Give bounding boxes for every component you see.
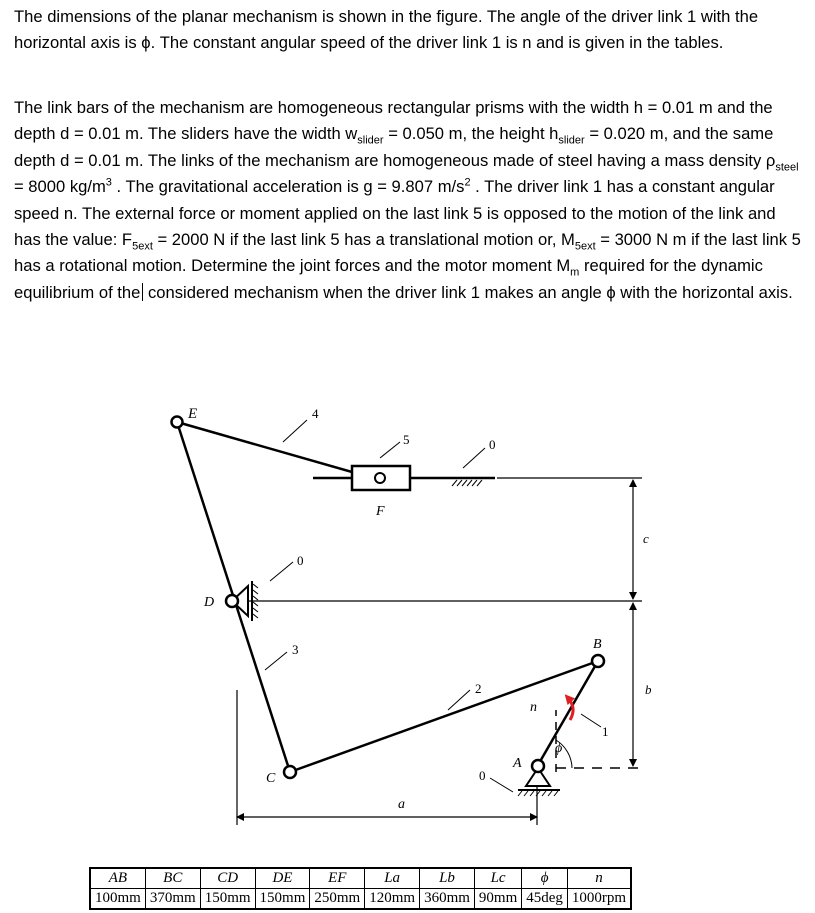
dim-c-label: c	[643, 531, 649, 546]
link-2	[290, 661, 598, 772]
value-DE: 150mm	[255, 889, 310, 910]
p2-text-6: . The driver link 1 has a constant angular speed n. The external force or moment applied on the last link 5 is opposed to the motion of the link and has the value: F	[14, 177, 776, 250]
header-CD: CD	[200, 868, 255, 889]
joint-D	[226, 595, 238, 607]
dimensions-table	[89, 867, 632, 910]
speed-n-label: n	[530, 700, 537, 715]
label-link-5: 5	[403, 432, 410, 447]
label-joint-D: D	[204, 595, 215, 610]
joint-B	[592, 655, 604, 667]
value-EF: 250mm	[310, 889, 365, 910]
header-Lb: Lb	[420, 868, 475, 889]
leader-4	[283, 420, 307, 442]
leader-5	[380, 442, 400, 458]
label-link-2: 2	[475, 681, 482, 696]
value-AB: 100mm	[90, 889, 145, 910]
value-Lb: 360mm	[420, 889, 475, 910]
w-slider-sub: slider	[357, 134, 384, 147]
value-BC: 370mm	[145, 889, 200, 910]
label-ground-top: 0	[489, 437, 496, 452]
value-La: 120mm	[365, 889, 420, 910]
p2-text-10: considered mechanism when the driver link 1 makes an angle ϕ with the horizontal axis.	[143, 282, 793, 302]
p1-text: The dimensions of the planar mechanism is shown in the figure. The angle of the driver link 1 with the horizontal axis is ϕ. The constant angular speed of the driver link 1 is n and is given in the tables.	[14, 7, 759, 53]
mechanism-figure	[0, 330, 815, 865]
joint-E	[172, 417, 183, 428]
p2-text-8: = 3000 N m if the last link 5 has a rotational motion. Determine the joint forces and the motor moment M	[14, 230, 801, 276]
table-value-row	[90, 889, 631, 910]
table-header-row	[90, 868, 631, 889]
p2-text-3: = 0.020 m, and the same depth d = 0.01 m. The links of the mechanism are homogeneous made of steel having a mass density ρ	[14, 124, 776, 170]
label-joint-A: A	[513, 756, 522, 771]
dim-b-label: b	[645, 682, 652, 697]
mm-sub: m	[570, 266, 580, 279]
link-4	[177, 422, 380, 480]
value-phi: 45deg	[522, 889, 568, 910]
label-link-1: 1	[602, 724, 609, 739]
header-La: La	[365, 868, 420, 889]
problem-paragraph-1	[14, 4, 804, 57]
p2-text-7: = 2000 N if the last link 5 has a translational motion or, M	[152, 230, 575, 250]
angle-phi-label: ϕ	[555, 741, 563, 756]
s2-sup: 2	[464, 176, 471, 189]
leader-0-A	[490, 778, 513, 792]
header-Lc: Lc	[474, 868, 521, 889]
leader-1	[581, 714, 601, 727]
label-joint-E: E	[188, 406, 198, 422]
header-BC: BC	[145, 868, 200, 889]
header-EF: EF	[310, 868, 365, 889]
header-phi: ϕ	[522, 868, 568, 889]
p2-text-5: . The gravitational acceleration is g = 9.807 m/s	[111, 177, 465, 197]
p2-text-1: The link bars of the mechanism are homogeneous rectangular prisms with the width h = 0.01 m and the depth d = 0.01 m. The sliders have the width w	[14, 98, 773, 144]
p2-text-2: = 0.050 m, the height h	[383, 124, 559, 144]
f5ext-sub: 5ext	[132, 240, 153, 253]
joint-F	[375, 473, 385, 483]
dim-a-label: a	[398, 797, 405, 812]
label-joint-F: F	[376, 504, 385, 519]
ground-hatch-slider	[452, 480, 482, 486]
value-Lc: 90mm	[474, 889, 521, 910]
leader-3	[265, 652, 287, 670]
p2-text-4: = 8000 kg/m	[14, 177, 106, 197]
value-n: 1000rpm	[567, 889, 631, 910]
header-n: n	[567, 868, 631, 889]
joint-C	[284, 766, 296, 778]
label-joint-B: B	[593, 637, 602, 652]
p2-text-9: required for the dynamic equilibrium of the	[14, 256, 763, 302]
leader-0-top	[463, 448, 485, 468]
label-link-3: 3	[292, 642, 299, 657]
label-ground-A: 0	[479, 768, 486, 783]
joint-A	[532, 760, 544, 772]
rho-steel-sub: steel	[775, 161, 799, 174]
label-ground-D: 0	[297, 553, 304, 568]
header-AB: AB	[90, 868, 145, 889]
leader-0-D	[270, 562, 293, 581]
h-slider-sub: slider	[558, 134, 585, 147]
m3-sup: 3	[105, 176, 112, 189]
value-CD: 150mm	[200, 889, 255, 910]
problem-paragraph-2	[14, 95, 804, 306]
m5ext-sub: 5ext	[574, 240, 596, 253]
header-DE: DE	[255, 868, 310, 889]
label-joint-C: C	[266, 771, 276, 786]
label-link-4: 4	[312, 406, 319, 421]
link-1	[538, 661, 598, 765]
